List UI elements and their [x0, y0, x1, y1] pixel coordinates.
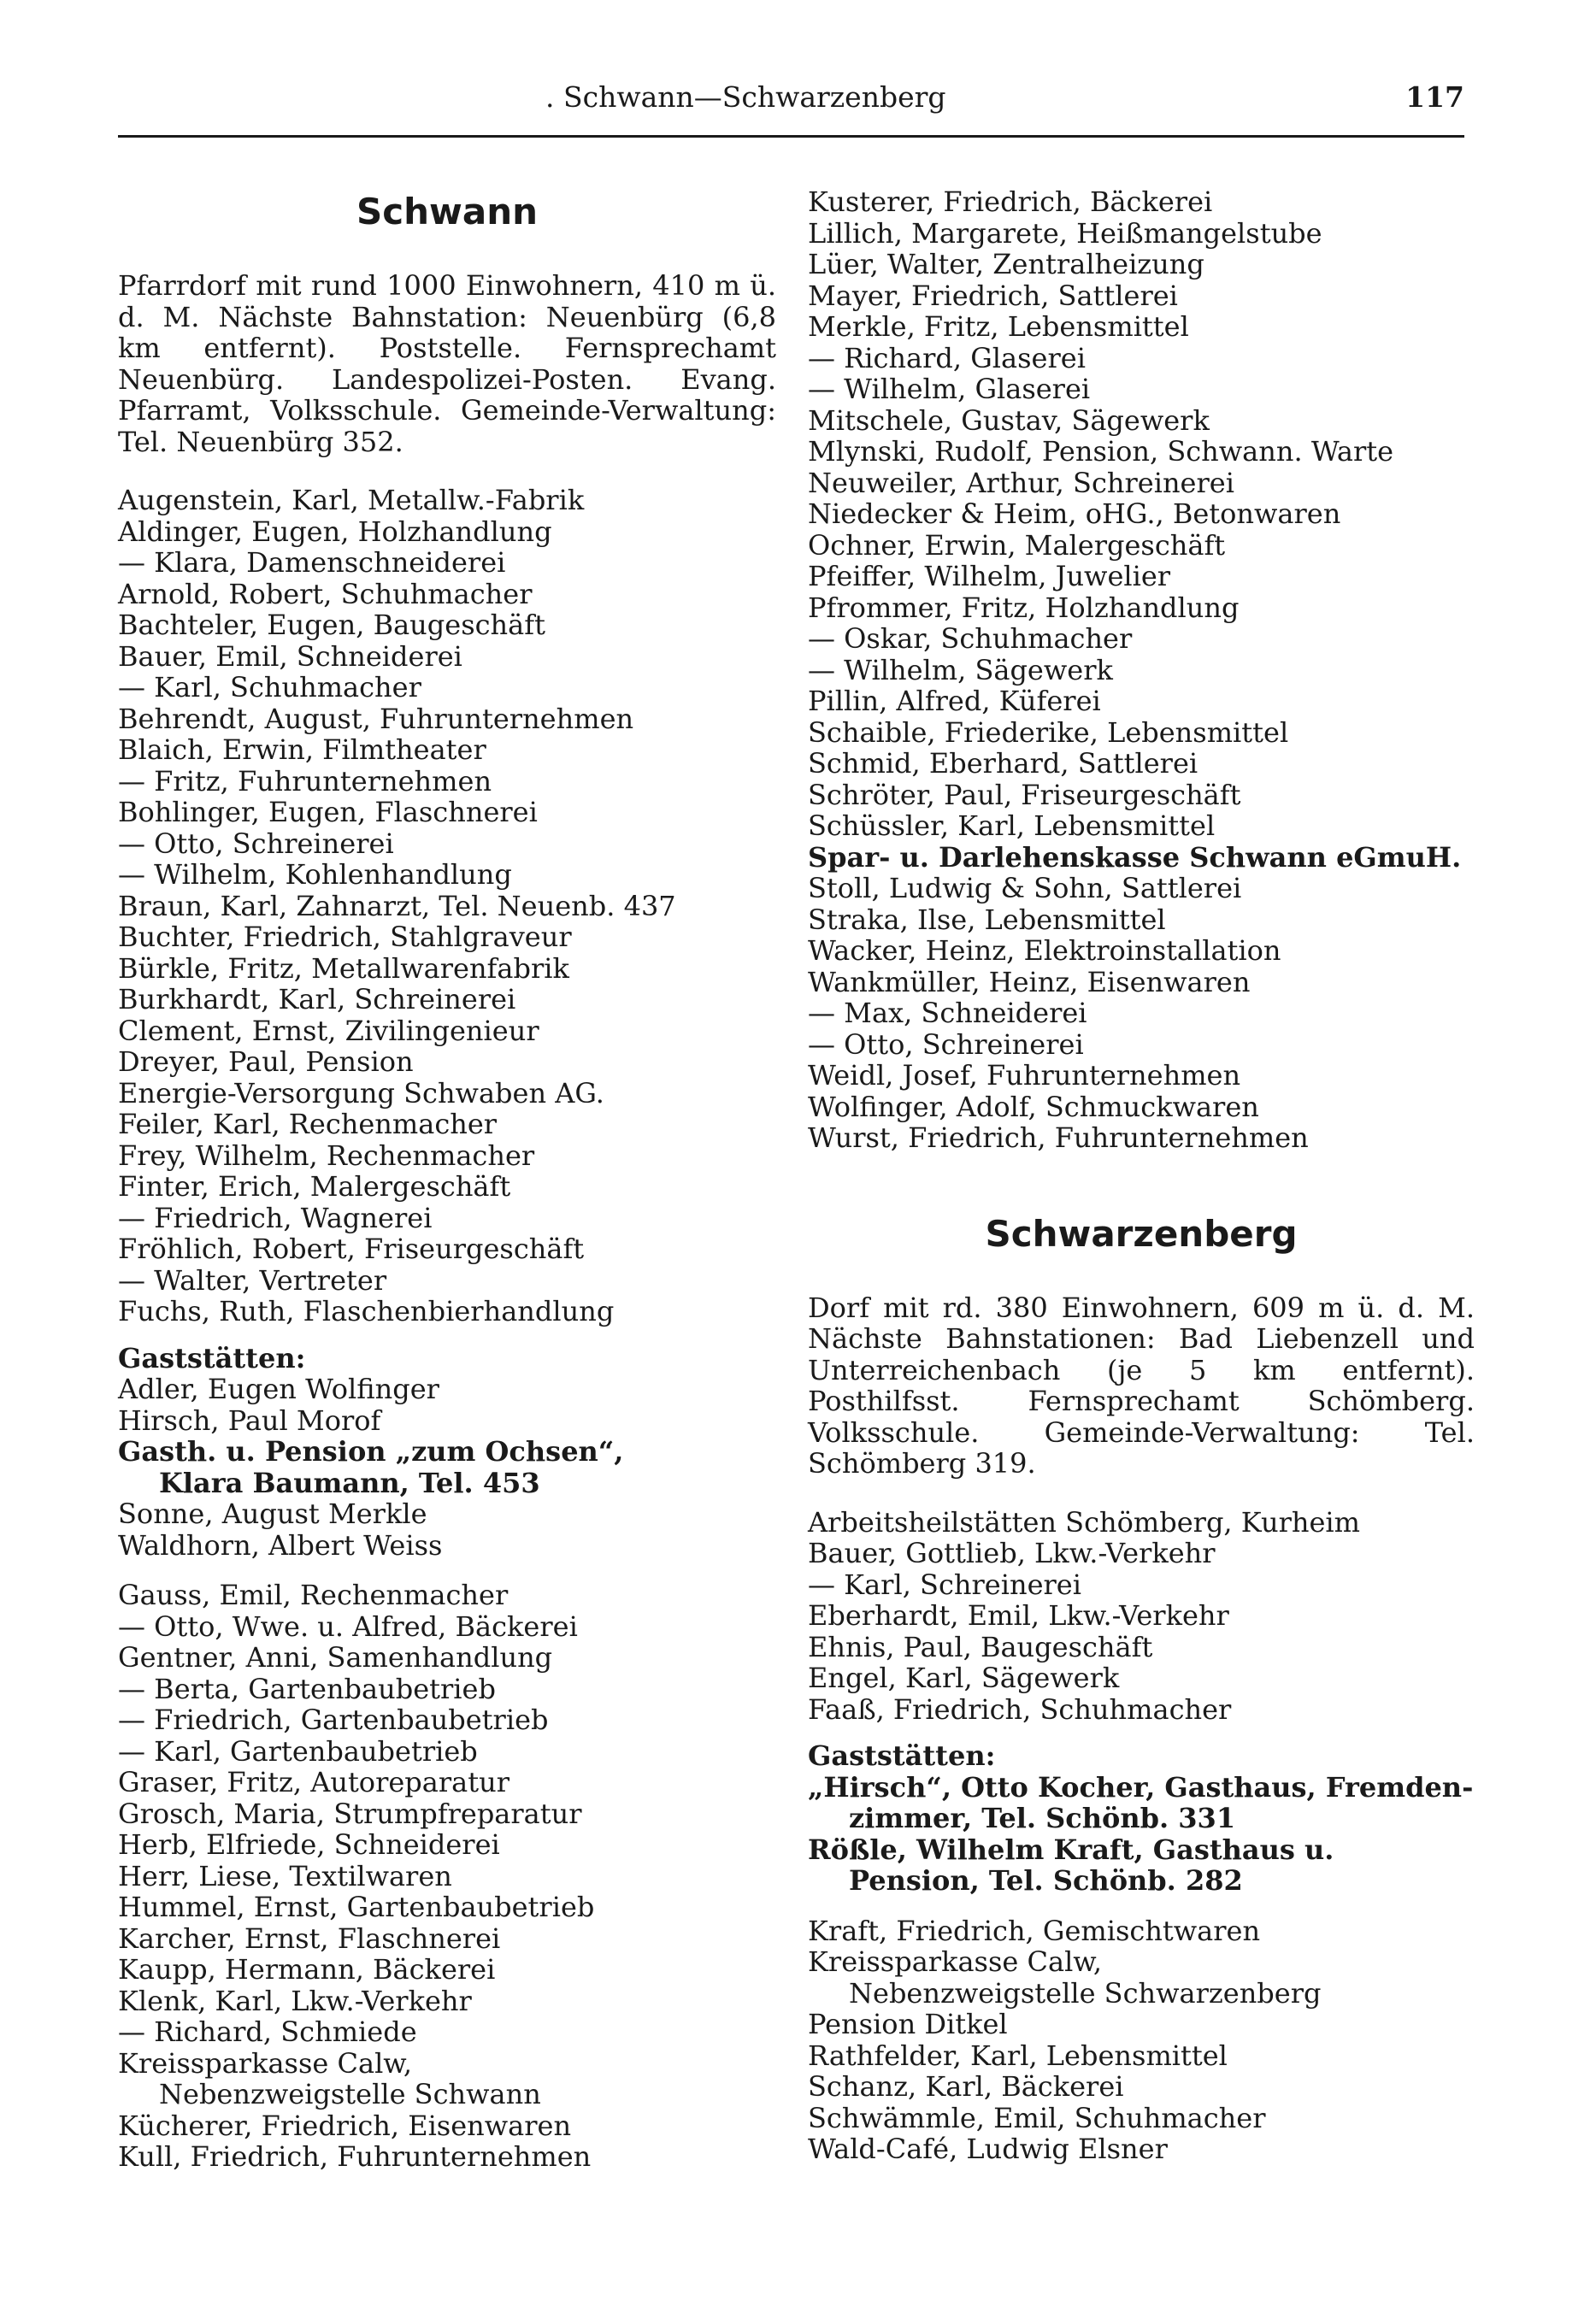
- list-item: Weidl, Josef, Fuhrunternehmen: [808, 1059, 1241, 1092]
- page-number: 117: [1405, 80, 1464, 114]
- list-item: Gauss, Emil, Rechenmacher: [118, 1579, 509, 1611]
- list-item: zimmer, Tel. Schönb. 331: [849, 1802, 1236, 1834]
- list-item: Hummel, Ernst, Gartenbaubetrieb: [118, 1891, 595, 1923]
- list-item: — Friedrich, Gartenbaubetrieb: [118, 1704, 549, 1736]
- list-item: Aldinger, Eugen, Holzhandlung: [118, 515, 552, 548]
- list-item: Arbeitsheilstätten Schömberg, Kurheim: [808, 1505, 1360, 1539]
- list-item: Schüssler, Karl, Lebensmittel: [808, 809, 1216, 842]
- list-item: Schröter, Paul, Friseurgeschäft: [808, 778, 1241, 811]
- header-rule: [118, 135, 1464, 138]
- schwarzenberg-kreissparkasse: [808, 1946, 1475, 2009]
- list-item: Bauer, Gottlieb, Lkw.-Verkehr: [808, 1537, 1216, 1569]
- list-item: Wacker, Heinz, Elektroinstallation: [808, 934, 1281, 967]
- list-item: Nebenzweigstelle Schwarzenberg: [849, 1976, 1322, 2010]
- schwann-entries-b: [118, 1580, 776, 2048]
- list-item: Rößle, Wilhelm Kraft, Gasthaus u.: [808, 1833, 1334, 1866]
- list-item: — Friedrich, Wagnerei: [118, 1201, 433, 1234]
- list-item: Faaß, Friedrich, Schuhmacher: [808, 1692, 1232, 1726]
- list-item: Wankmüller, Heinz, Eisenwaren: [808, 965, 1251, 998]
- list-item: Engel, Karl, Sägewerk: [808, 1662, 1120, 1694]
- schwann-gaststaetten: [118, 1374, 776, 1561]
- list-item: Gasth. u. Pension „zum Ochsen“,: [118, 1435, 624, 1468]
- schwarzenberg-entries-a: [808, 1507, 1475, 1726]
- list-item: Ochner, Erwin, Malergeschäft: [808, 528, 1226, 562]
- list-item: Mlynski, Rudolf, Pension, Schwann. Warte: [808, 435, 1394, 468]
- list-item: — Otto, Schreinerei: [118, 827, 394, 860]
- section-title-schwarzenberg: Schwarzenberg: [985, 1212, 1298, 1255]
- list-item: Mitschele, Gustav, Sägewerk: [808, 403, 1210, 437]
- list-item: Dreyer, Paul, Pension: [118, 1045, 414, 1078]
- section-title-schwann: Schwann: [356, 191, 538, 232]
- list-item: — Otto, Wwe. u. Alfred, Bäckerei: [118, 1610, 578, 1643]
- running-header-title: . Schwann—Schwarzenberg: [545, 80, 946, 114]
- list-item: Lüer, Walter, Zentralheizung: [808, 248, 1204, 280]
- list-item: — Wilhelm, Kohlenhandlung: [118, 858, 512, 891]
- list-item: — Richard, Schmiede: [118, 2016, 417, 2048]
- list-item: Schmid, Eberhard, Sattlerei: [808, 747, 1198, 780]
- list-item: Pension Ditkel: [808, 2008, 1008, 2040]
- list-item: — Oskar, Schuhmacher: [808, 622, 1133, 655]
- list-item: Pension, Tel. Schönb. 282: [849, 1864, 1243, 1897]
- schwarzenberg-entries-c: [808, 2009, 1475, 2165]
- list-item: Kreissparkasse Calw,: [118, 2046, 413, 2080]
- list-item: Wald-Café, Ludwig Elsner: [808, 2133, 1168, 2165]
- page-header: [118, 75, 1464, 127]
- schwann-entries-a: [118, 485, 776, 1327]
- list-item: „Hirsch“, Otto Kocher, Gasthaus, Fremden-: [808, 1770, 1474, 1804]
- list-item: Lillich, Margarete, Heißmangelstube: [808, 216, 1322, 250]
- list-item: Clement, Ernst, Zivilingenieur: [118, 1014, 539, 1047]
- list-item: Merkle, Fritz, Lebensmittel: [808, 310, 1189, 343]
- list-item: Braun, Karl, Zahnarzt, Tel. Neuenb. 437: [118, 889, 676, 922]
- list-item: Herb, Elfriede, Schneiderei: [118, 1828, 500, 1861]
- schwann-entries-d: [808, 186, 1475, 842]
- schwann-entries-e: [808, 873, 1475, 1154]
- list-item: Fröhlich, Robert, Friseurgeschäft: [118, 1233, 585, 1265]
- list-item: Wurst, Friedrich, Fuhrunternehmen: [808, 1121, 1309, 1154]
- schwarzenberg-gaststaetten: [808, 1772, 1475, 1897]
- list-item: Arnold, Robert, Schuhmacher: [118, 577, 533, 610]
- list-item: Grosch, Maria, Strumpfreparatur: [118, 1797, 582, 1830]
- list-item: Bürkle, Fritz, Metallwarenfabrik: [118, 951, 569, 985]
- list-item: Herr, Liese, Textilwaren: [118, 1859, 452, 1892]
- list-item: — Klara, Damenschneiderei: [118, 546, 506, 579]
- list-item: Eberhardt, Emil, Lkw.-Verkehr: [808, 1599, 1229, 1632]
- schwann-gaststaetten-label: Gaststätten:: [118, 1341, 306, 1374]
- list-item: Gentner, Anni, Samenhandlung: [118, 1641, 553, 1674]
- list-item: Nebenzweigstelle Schwann: [159, 2078, 541, 2110]
- list-item: Niedecker & Heim, oHG., Betonwaren: [808, 497, 1341, 530]
- list-item: Mayer, Friedrich, Sattlerei: [808, 279, 1178, 312]
- list-item: Klara Baumann, Tel. 453: [159, 1466, 540, 1499]
- list-item: Neuweiler, Arthur, Schreinerei: [808, 466, 1234, 499]
- list-item: Fuchs, Ruth, Flaschenbierhandlung: [118, 1295, 615, 1327]
- list-item: Kücherer, Friedrich, Eisenwaren: [118, 2109, 572, 2142]
- list-item: Stoll, Ludwig & Sohn, Sattlerei: [808, 872, 1242, 904]
- list-item: — Karl, Schreinerei: [808, 1568, 1081, 1601]
- list-item: Kusterer, Friedrich, Bäckerei: [808, 185, 1213, 218]
- list-item: Rathfelder, Karl, Lebensmittel: [808, 2039, 1228, 2072]
- list-item: Spar- u. Darlehenskasse Schwann eGmuH.: [808, 840, 1462, 874]
- list-item: Frey, Wilhelm, Rechenmacher: [118, 1139, 535, 1172]
- list-item: Augenstein, Karl, Metallw.-Fabrik: [118, 484, 585, 516]
- list-item: Kraft, Friedrich, Gemischtwaren: [808, 1914, 1261, 1947]
- schwann-kreissparkasse: [118, 2048, 776, 2110]
- list-item: Schanz, Karl, Bäckerei: [808, 2070, 1124, 2103]
- list-item: Kull, Friedrich, Fuhrunternehmen: [118, 2140, 592, 2173]
- list-item: Burkhardt, Karl, Schreinerei: [118, 983, 516, 1015]
- list-item: Schwämmle, Emil, Schuhmacher: [808, 2101, 1266, 2134]
- list-item: Blaich, Erwin, Filmtheater: [118, 733, 486, 766]
- list-item: Hirsch, Paul Morof: [118, 1404, 381, 1437]
- list-item: Kaupp, Hermann, Bäckerei: [118, 1953, 496, 1986]
- list-item: Klenk, Karl, Lkw.-Verkehr: [118, 1984, 472, 2017]
- list-item: Feiler, Karl, Rechenmacher: [118, 1108, 498, 1140]
- right-column: [808, 186, 1475, 2165]
- list-item: Kreissparkasse Calw,: [808, 1945, 1103, 1978]
- list-item: — Wilhelm, Glaserei: [808, 373, 1091, 405]
- schwann-intro: Pfarrdorf mit rund 1000 Einwohnern, 410 m ü. d. M. Nächste Bahnstation: Neuenbürg (6,8 km entfernt). Poststelle. Fernsprechamt Neuenbürg. Landespolizei-Posten. Evang. Pfarramt, Volksschule. Gemeinde-Verwaltung: Tel. Neuenbürg 352.: [118, 269, 776, 458]
- list-item: Straka, Ilse, Lebensmittel: [808, 903, 1166, 936]
- list-item: Behrendt, August, Fuhrunternehmen: [118, 702, 634, 735]
- list-item: — Richard, Glaserei: [808, 341, 1086, 374]
- list-item: — Berta, Gartenbaubetrieb: [118, 1672, 496, 1705]
- list-item: Pillin, Alfred, Küferei: [808, 685, 1101, 717]
- schwann-entries-c: [118, 2110, 776, 2173]
- list-item: Finter, Erich, Malergeschäft: [118, 1170, 511, 1203]
- schwarzenberg-gaststaetten-label: Gaststätten:: [808, 1739, 996, 1772]
- list-item: Sonne, August Merkle: [118, 1498, 427, 1530]
- list-item: Wolfinger, Adolf, Schmuckwaren: [808, 1090, 1259, 1123]
- left-column: [118, 186, 776, 2173]
- list-item: Pfrommer, Fritz, Holzhandlung: [808, 591, 1240, 624]
- list-item: — Otto, Schreinerei: [808, 1027, 1084, 1061]
- list-item: Bauer, Emil, Schneiderei: [118, 639, 462, 673]
- schwarzenberg-intro: Dorf mit rd. 380 Einwohnern, 609 m ü. d. M. Nächste Bahnstationen: Bad Liebenzell und Unterreichenbach (je 5 km entfernt). Posthilfsst. Fernsprechamt Schömberg. Volksschule. Gemeinde-Verwaltung: Tel. Schömberg 319.: [808, 1291, 1475, 1480]
- list-item: Bachteler, Eugen, Baugeschäft: [118, 609, 545, 641]
- list-item: — Karl, Gartenbaubetrieb: [118, 1734, 478, 1768]
- list-item: Graser, Fritz, Autoreparatur: [118, 1766, 509, 1798]
- list-item: Energie-Versorgung Schwaben AG.: [118, 1076, 604, 1109]
- list-item: Waldhorn, Albert Weiss: [118, 1528, 443, 1562]
- list-item: Ehnis, Paul, Baugeschäft: [808, 1630, 1153, 1663]
- list-item: Schaible, Friederike, Lebensmittel: [808, 715, 1289, 749]
- list-item: Buchter, Friedrich, Stahlgraveur: [118, 921, 572, 953]
- list-item: — Karl, Schuhmacher: [118, 671, 421, 703]
- list-item: — Wilhelm, Sägewerk: [808, 653, 1113, 686]
- list-item: Adler, Eugen Wolfinger: [118, 1373, 439, 1405]
- list-item: Pfeiffer, Wilhelm, Juwelier: [808, 560, 1171, 592]
- list-item: Bohlinger, Eugen, Flaschnerei: [118, 796, 538, 828]
- list-item: Karcher, Ernst, Flaschnerei: [118, 1921, 501, 1955]
- list-item: — Max, Schneiderei: [808, 997, 1087, 1029]
- list-item: — Fritz, Fuhrunternehmen: [118, 764, 492, 797]
- list-item: — Walter, Vertreter: [118, 1263, 387, 1297]
